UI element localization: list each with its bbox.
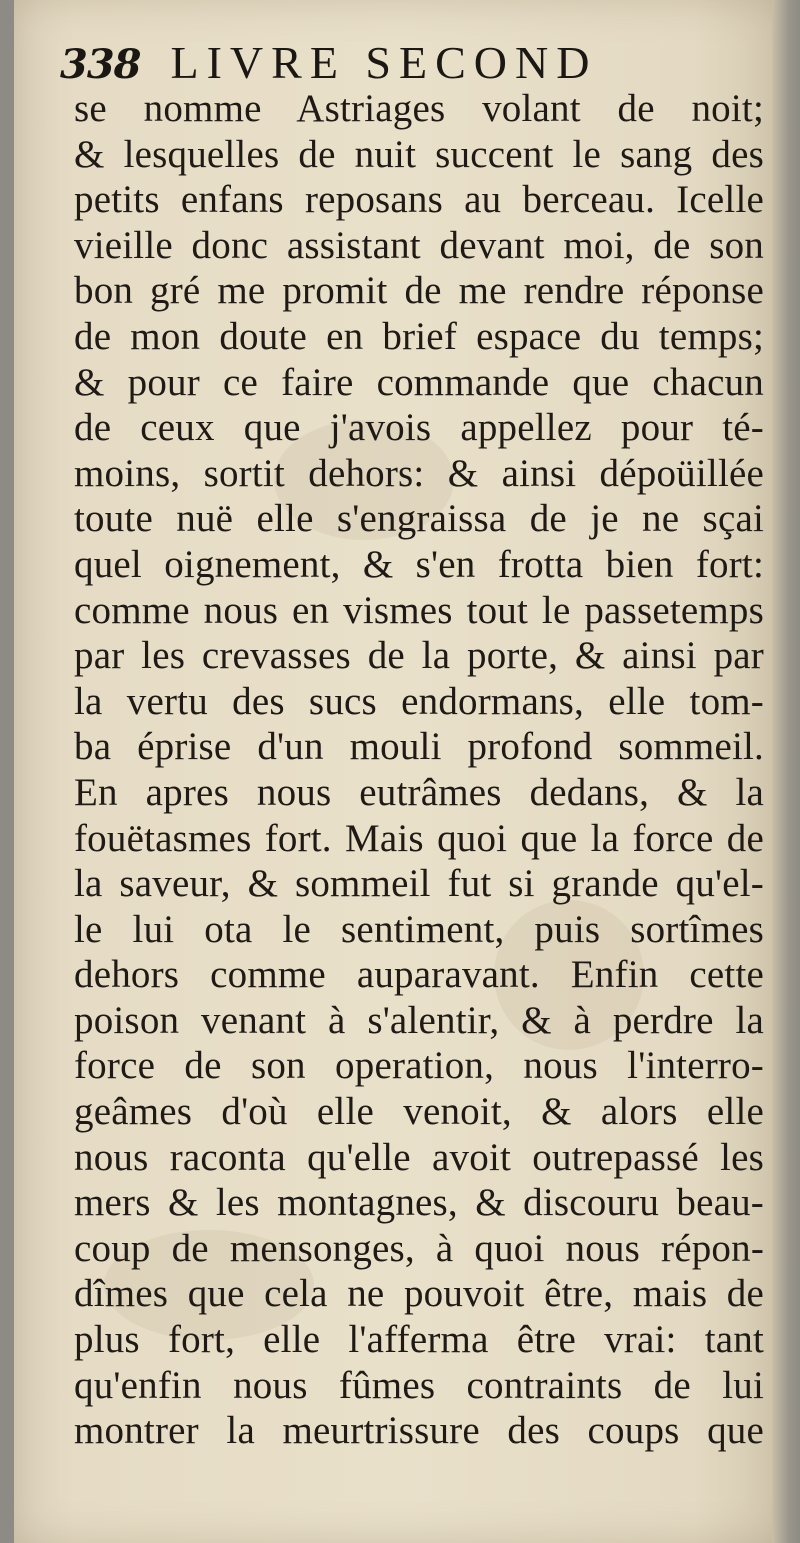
text-line-30: montrer la meurtrissure des coups que: [74, 1409, 764, 1453]
text-line-3: petits enfans reposans au berceau. Icelle: [74, 178, 764, 222]
text-line-9: moins, sortit dehors: & ainsi dépoüillée: [74, 451, 764, 495]
text-line-4: vieille donc assistant devant moi, de son: [74, 223, 764, 267]
text-line-28: plus fort, elle l'afferma être vrai: tant: [74, 1318, 764, 1362]
text-line-18: la saveur, & sommeil fut si grande qu'el-: [74, 862, 764, 906]
text-line-20: dehors comme auparavant. Enfin cette: [74, 953, 764, 997]
text-line-8: de ceux que j'avois appellez pour té-: [74, 406, 764, 450]
text-line-25: mers & les montagnes, & discouru beau-: [74, 1181, 764, 1225]
text-line-17: fouëtasmes fort. Mais quoi que la force de: [74, 816, 764, 860]
text-line-12: comme nous en vismes tout le passetemps: [74, 588, 764, 632]
running-title: LIVRE SECOND: [170, 37, 598, 88]
text-line-5: bon gré me promit de me rendre réponse: [74, 269, 764, 313]
page-number: 338: [60, 41, 141, 88]
text-line-14: la vertu des sucs endormans, elle tom-: [74, 679, 764, 723]
page-edge: [772, 0, 800, 1543]
text-line-27: dîmes que cela ne pouvoit être, mais de: [74, 1272, 764, 1316]
text-line-23: geâmes d'où elle venoit, & alors elle: [74, 1090, 764, 1134]
text-line-19: le lui ota le sentiment, puis sortîmes: [74, 907, 764, 951]
text-line-21: poison venant à s'alentir, & à perdre la: [74, 998, 764, 1042]
text-line-15: ba éprise d'un mouli profond sommeil.: [74, 725, 764, 769]
text-line-13: par les crevasses de la porte, & ainsi par: [74, 634, 764, 678]
text-line-16: En apres nous eutrâmes dedans, & la: [74, 770, 764, 814]
text-line-1: se nomme Astriages volant de noit;: [74, 87, 764, 130]
text-line-22: force de son operation, nous l'interro-: [74, 1044, 764, 1088]
text-line-29: qu'enfin nous fûmes contraints de lui: [74, 1363, 764, 1407]
text-line-2: & lesquelles de nuit succent le sang des: [74, 132, 764, 176]
text-line-26: coup de mensonges, à quoi nous répon-: [74, 1226, 764, 1270]
text-line-11: quel oignement, & s'en frotta bien fort:: [74, 542, 764, 586]
text-line-24: nous raconta qu'elle avoit outrepassé les: [74, 1135, 764, 1179]
text-line-6: de mon doute en brief espace du temps;: [74, 314, 764, 358]
text-line-10: toute nuë elle s'engraissa de je ne sçai: [74, 497, 764, 541]
text-line-7: & pour ce faire commande que chacun: [74, 360, 764, 404]
body-text: [74, 86, 764, 1454]
